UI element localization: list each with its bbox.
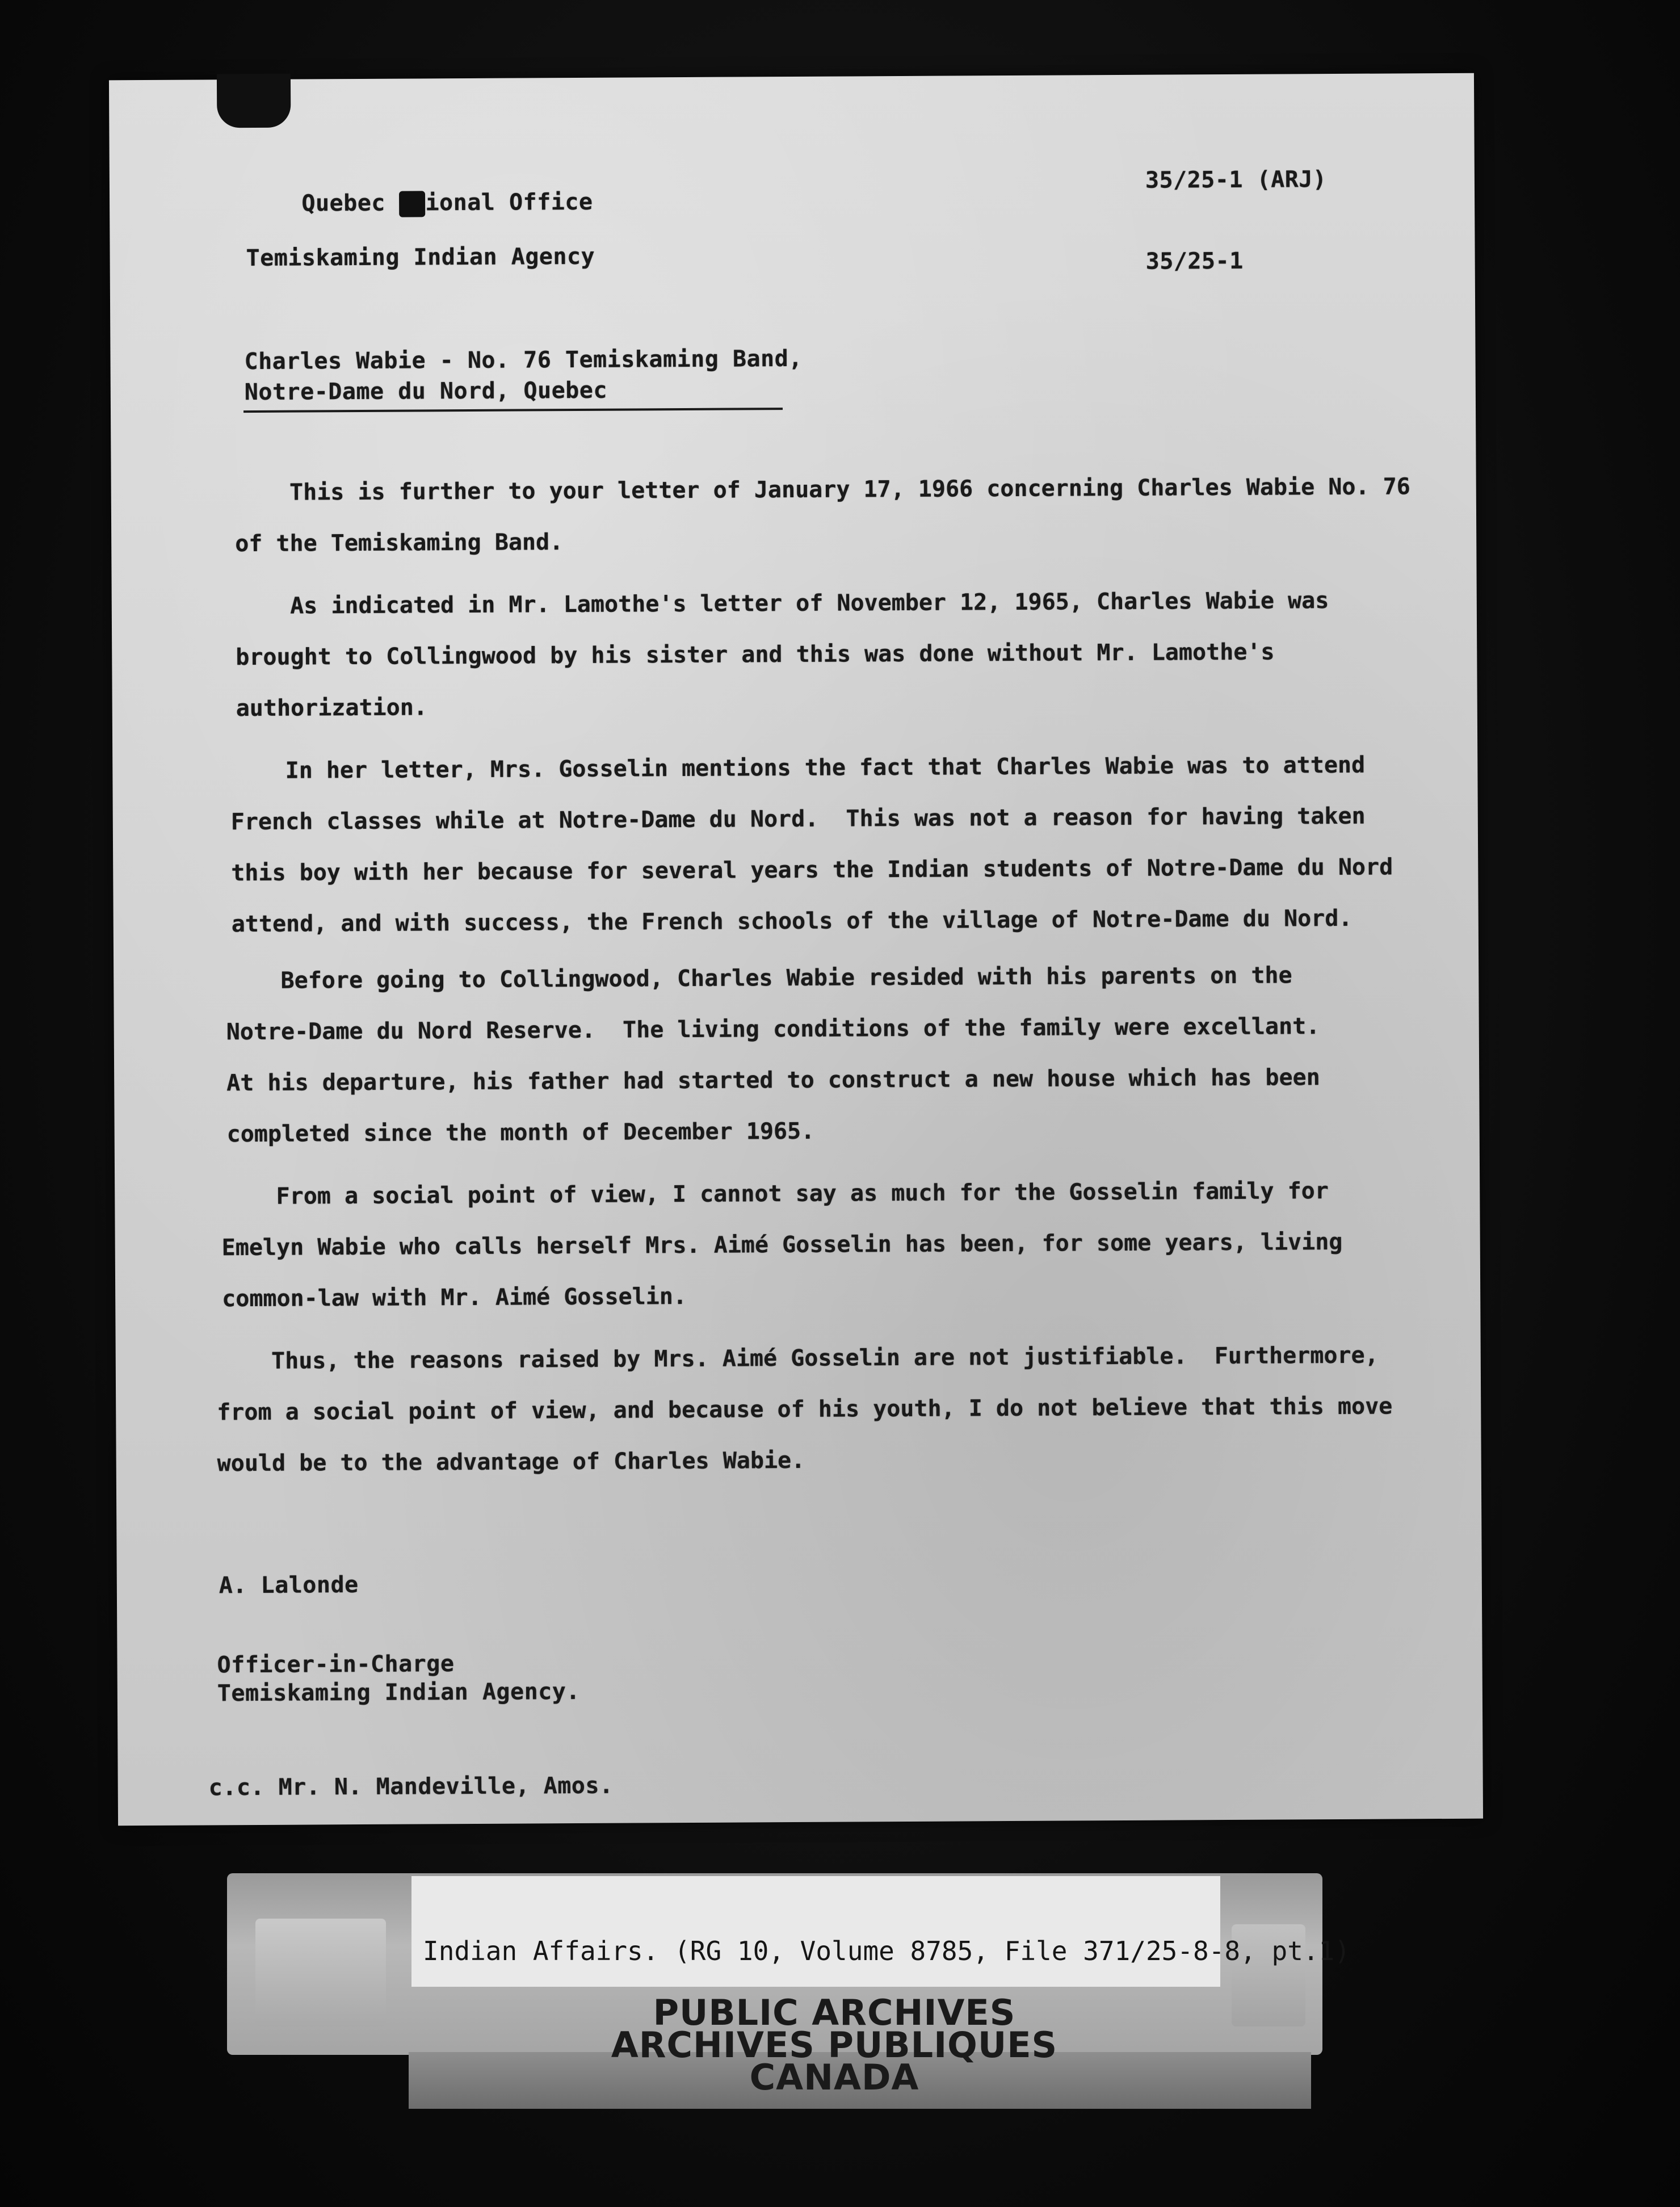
signature-name: A. Lalonde <box>219 1572 359 1599</box>
subject-line-1: Charles Wabie - No. 76 Temiskaming Band, <box>244 345 803 375</box>
body-text-line: Emelyn Wabie who calls herself Mrs. Aimé Gosselin has been, for some years, living <box>221 1228 1343 1261</box>
archive-label-tab-left <box>255 1919 386 2026</box>
archive-stamp-line-1: PUBLIC ARCHIVES <box>653 1992 1016 2033</box>
subject-line-2: Notre-Dame du Nord, Quebec <box>244 377 608 406</box>
office-suffix: ional Office <box>425 188 593 216</box>
body-text-line: attend, and with success, the French schools of the village of Notre-Dame du Nord. <box>231 905 1353 938</box>
archive-citation-text: Indian Affairs. (RG 10, Volume 8785, File 371/25-8-8, pt.1) <box>423 1936 1350 1966</box>
body-text-line: brought to Collingwood by his sister and this was done without Mr. Lamothe's <box>236 639 1275 671</box>
body-text-line: common-law with Mr. Aimé Gosselin. <box>222 1283 687 1312</box>
page-punch-notch <box>217 74 291 128</box>
archive-stamp-line-2: ARCHIVES PUBLIQUES <box>611 2024 1058 2066</box>
signature-title: Officer-in-Charge <box>217 1651 455 1679</box>
body-text-line: From a social point of view, I cannot say as much for the Gosselin family for <box>221 1178 1329 1210</box>
body-text-line: from a social point of view, and because of his youth, I do not believe that this move <box>217 1393 1393 1426</box>
body-text-line: French classes while at Notre-Dame du Nord. This was not a reason for having taken <box>230 803 1366 836</box>
body-text-line: this boy with her because for several years the Indian students of Notre-Dame du Nord <box>231 854 1393 887</box>
regional-office-line <box>246 163 593 244</box>
body-text-line: would be to the advantage of Charles Wabie. <box>217 1447 805 1477</box>
body-text-line: authorization. <box>236 694 428 722</box>
file-reference-secondary: 35/25-1 <box>1145 247 1244 275</box>
body-text-line: As indicated in Mr. Lamothe's letter of November 12, 1965, Charles Wabie was <box>235 588 1329 620</box>
body-text-line: Notre-Dame du Nord Reserve. The living conditions of the family were excellant. <box>226 1013 1320 1046</box>
agency-line: Temiskaming Indian Agency <box>246 243 595 272</box>
letter-body <box>216 473 1461 1592</box>
redaction-mark <box>399 191 425 217</box>
carbon-copy-line: c.c. Mr. N. Mandeville, Amos. <box>208 1772 614 1801</box>
body-text-line: Thus, the reasons raised by Mrs. Aimé Gosselin are not justifiable. Furthermore, <box>216 1342 1379 1375</box>
body-text-line: completed since the month of December 1965. <box>226 1118 815 1148</box>
body-text-line: of the Temiskaming Band. <box>235 529 564 557</box>
body-text-line: Before going to Collingwood, Charles Wabie resided with his parents on the <box>226 962 1292 995</box>
file-reference-primary: 35/25-1 (ARJ) <box>1145 166 1327 194</box>
typed-letter-page <box>109 73 1483 1826</box>
signature-agency: Temiskaming Indian Agency. <box>217 1679 581 1707</box>
archive-stamp-line-3: CANADA <box>749 2057 919 2098</box>
body-text-line: This is further to your letter of January 17, 1966 concerning Charles Wabie No. 76 <box>234 473 1410 506</box>
office-prefix: Quebec <box>301 190 400 217</box>
body-text-line: At his departure, his father had started to construct a new house which has been <box>226 1064 1320 1097</box>
archive-citation-card <box>411 1876 1220 1987</box>
subject-underline <box>243 408 783 413</box>
body-text-line: In her letter, Mrs. Gosselin mentions the fact that Charles Wabie was to attend <box>230 752 1366 784</box>
